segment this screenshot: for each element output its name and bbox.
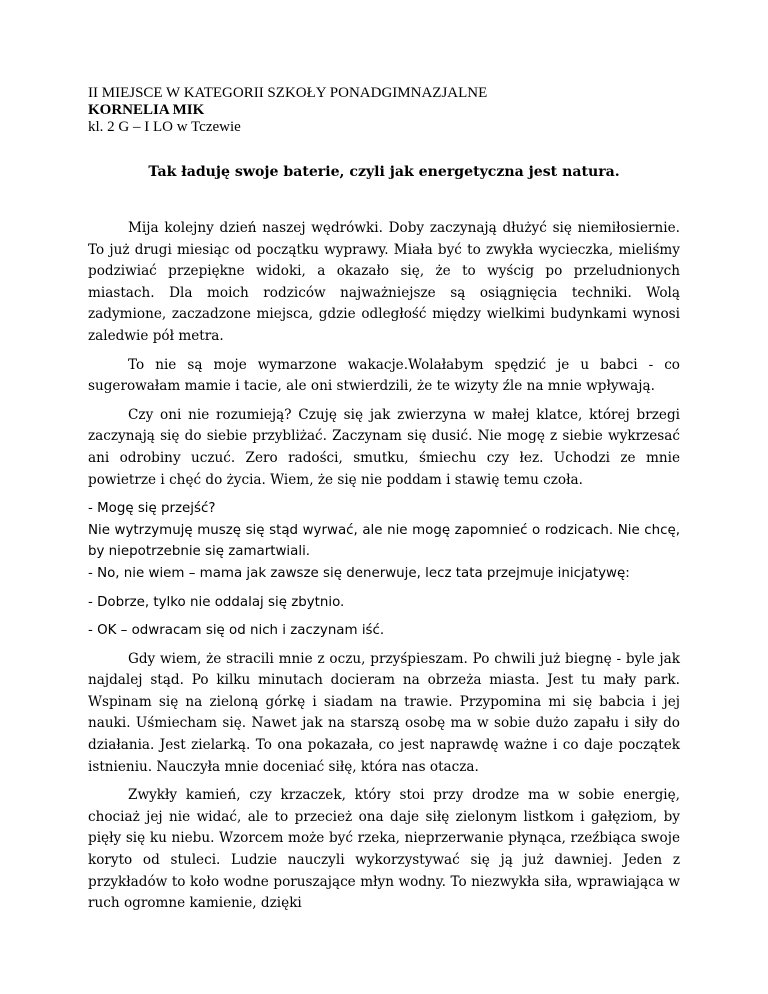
dialogue-line-1: - Mogę się przejść? xyxy=(88,501,216,517)
dialogue-line-3: - No, nie wiem – mama jak zawsze się denerwuje, lecz tata przejmuje inicjatywę: xyxy=(88,565,630,581)
author-name: KORNELIA MIK xyxy=(88,102,205,118)
paragraph-3: Czy oni nie rozumieją? Czuję się jak zwierzyna w małej klatce, której brzegi zaczynają się do siebie przybliżać. Zaczynam się dusić. Nie mogę z siebie wykrzesać ani odrobiny uczuć. Zero radości, smutku, śmiechu czy łez. Uchodzi ze mnie powietrze i chęć do życia. Wiem, że się nie poddam i stawię temu czoła. xyxy=(88,406,680,488)
paragraph-1: Mija kolejny dzień naszej wędrówki. Doby zaczynają dłużyć się niemiłosiernie. To już drugi miesiąc od początku wyprawy. Miała być to zwykła wycieczka, mieliśmy podziwiać przepiękne widoki, a okazało się, że to wyścig po przeludnionych miastach. Dla moich rodziców najważniejsze są osiągnięcia techniki. Wolą zadymione, zaczadzone miejsca, gdzie odległość między wielkimi budynkami wynosi zaledwie pół metra. xyxy=(88,220,680,344)
document-header xyxy=(88,85,680,136)
paragraph-2: To nie są moje wymarzone wakacje.Wolałabym spędzić je u babci - co sugerowałam mamie i tacie, ale oni stwierdzili, że te wizyty źle na mnie wpływają. xyxy=(88,356,680,395)
dialogue-line-4: - Dobrze, tylko nie oddalaj się zbytnio. xyxy=(88,594,345,610)
paragraph-5: Zwykły kamień, czy krzaczek, który stoi przy drodze ma w sobie energię, chociaż jej nie widać, ale to przecież ona daje siłę zielonym listkom i gałęziom, by pięły się ku niebu. Wzorcem może być rzeka, nieprzerwanie płynąca, rzeźbiąca swoje koryto od stuleci. Ludzie nauczyli wykorzystywać się ją już dawniej. Jeden z przykładów to koło wodne poruszające młyn wodny. To niezwykła siła, wprawiająca w ruch ogromne kamienie, dzięki xyxy=(88,787,680,912)
class-info: kl. 2 G – I LO w Tczewie xyxy=(88,119,241,135)
dialogue-line-5: - OK – odwracam się od nich i zaczynam iść. xyxy=(88,623,385,639)
award-category: II MIEJSCE W KATEGORII SZKOŁY PONADGIMNAZJALNE xyxy=(88,85,488,101)
essay-title: Tak ładuję swoje baterie, czyli jak energetyczna jest natura. xyxy=(148,164,620,180)
essay-body xyxy=(88,218,680,922)
dialogue-line-2: Nie wytrzymuję muszę się stąd wyrwać, ale nie mogę zapomnieć o rodzicach. Nie chcę, by niepotrzebnie się zamartwiali. xyxy=(88,522,680,560)
paragraph-4: Gdy wiem, że stracili mnie z oczu, przyśpieszam. Po chwili już biegnę - byle jak najdalej stąd. Po kilku minutach docieram na obrzeża miasta. Jest tu mały park. Wspinam się na zieloną górkę i siadam na trawie. Przypomina mi się babcia i jej nauki. Uśmiecham się. Nawet jak na starszą osobę ma w sobie dużo zapału i siły do działania. Jest zielarką. To ona pokazała, co jest naprawdę ważne i co daje początek istnieniu. Nauczyła mnie doceniać siłę, która nas otacza. xyxy=(88,650,680,775)
